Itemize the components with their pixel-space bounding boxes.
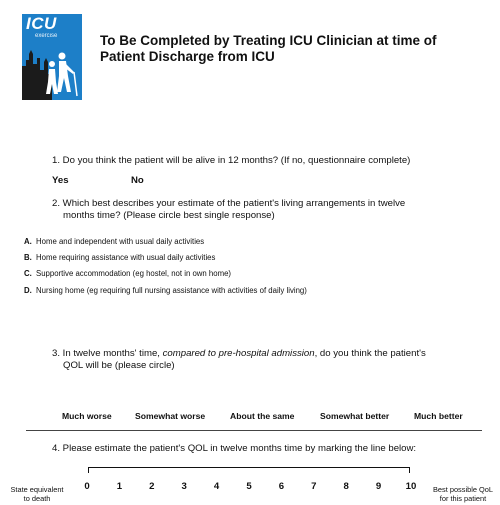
q2-option-a[interactable]	[24, 237, 484, 247]
option-letter: D.	[24, 286, 32, 295]
q3-line-2: QOL will be (please circle)	[63, 359, 175, 371]
q3-option-somewhat-better[interactable]: Somewhat better	[320, 411, 390, 421]
q3-option-much-better[interactable]: Much better	[414, 411, 463, 421]
vas-right-label-line-2: for this patient	[439, 494, 487, 503]
q3-text-italic: compared to pre-hospital admission	[162, 348, 315, 359]
q3-line-1	[52, 348, 492, 360]
option-text: Home and independent with usual daily activities	[36, 237, 205, 246]
vas-right-tick	[409, 467, 410, 473]
q3-option-somewhat-worse[interactable]: Somewhat worse	[135, 411, 206, 421]
option-letter: B.	[24, 253, 32, 262]
qol-visual-analogue-line[interactable]	[88, 467, 410, 468]
vas-left-label-line-2: to death	[23, 494, 51, 503]
page-title	[100, 33, 480, 65]
option-letter: A.	[24, 237, 32, 246]
q3-option-much-worse[interactable]: Much worse	[62, 411, 112, 421]
q1-yes-option[interactable]: Yes	[52, 175, 69, 186]
logo-subtitle: exercise	[35, 33, 58, 39]
q2-line-1: 2. Which best describes your estimate of the patient's living arrangements in twelve	[52, 198, 406, 209]
vas-scale-number: 10	[405, 481, 417, 492]
option-letter: C.	[24, 269, 32, 278]
q2-line-2: months time? (Please circle best single response)	[63, 209, 275, 221]
question-1-text: 1. Do you think the patient will be alive in 12 months? (If no, questionnaire complete)	[52, 155, 411, 166]
q3-option-about-the-same[interactable]: About the same	[230, 411, 295, 421]
vas-scale-number: 3	[181, 481, 187, 492]
vas-scale-number: 4	[213, 481, 220, 492]
vas-scale-number: 5	[246, 481, 252, 492]
vas-scale-number: 0	[84, 481, 90, 492]
question-2-text	[52, 198, 492, 221]
vas-left-tick	[88, 467, 89, 473]
vas-scale-number: 2	[149, 481, 155, 492]
vas-scale-number: 6	[278, 481, 285, 492]
question-3-text	[52, 348, 492, 371]
question-4-text: 4. Please estimate the patient's QOL in twelve months time by marking the line below:	[52, 443, 417, 454]
q2-option-b[interactable]	[24, 253, 484, 263]
section-divider	[26, 430, 482, 431]
vas-scale-number: 8	[343, 481, 349, 492]
vas-scale-number: 1	[116, 481, 123, 492]
option-text: Supportive accommodation (eg hostel, not in own home)	[36, 269, 232, 278]
title-line-1: To Be Completed by Treating ICU Clinician at time of	[100, 33, 437, 48]
vas-left-label-line-1: State equivalent	[10, 485, 64, 494]
q3-text-part-1: 3. In twelve months' time,	[52, 348, 163, 359]
vas-scale-number: 9	[375, 481, 382, 492]
title-line-2: Patient Discharge from ICU	[100, 49, 275, 64]
vas-right-label-line-1: Best possible QoL	[433, 485, 493, 494]
q2-option-c[interactable]	[24, 269, 484, 279]
q2-option-d[interactable]	[24, 286, 484, 296]
q3-text-part-2: , do you think the patient's	[314, 348, 426, 359]
icu-exercise-logo	[22, 14, 82, 100]
vas-left-label	[4, 485, 70, 503]
option-text: Home requiring assistance with usual daily activities	[36, 253, 216, 262]
option-text: Nursing home (eg requiring full nursing assistance with activities of daily living)	[36, 286, 307, 295]
vas-right-label	[426, 485, 500, 503]
vas-scale-number: 7	[311, 481, 317, 492]
logo-brand-text: ICU	[26, 14, 57, 33]
q1-no-option[interactable]: No	[131, 175, 144, 186]
